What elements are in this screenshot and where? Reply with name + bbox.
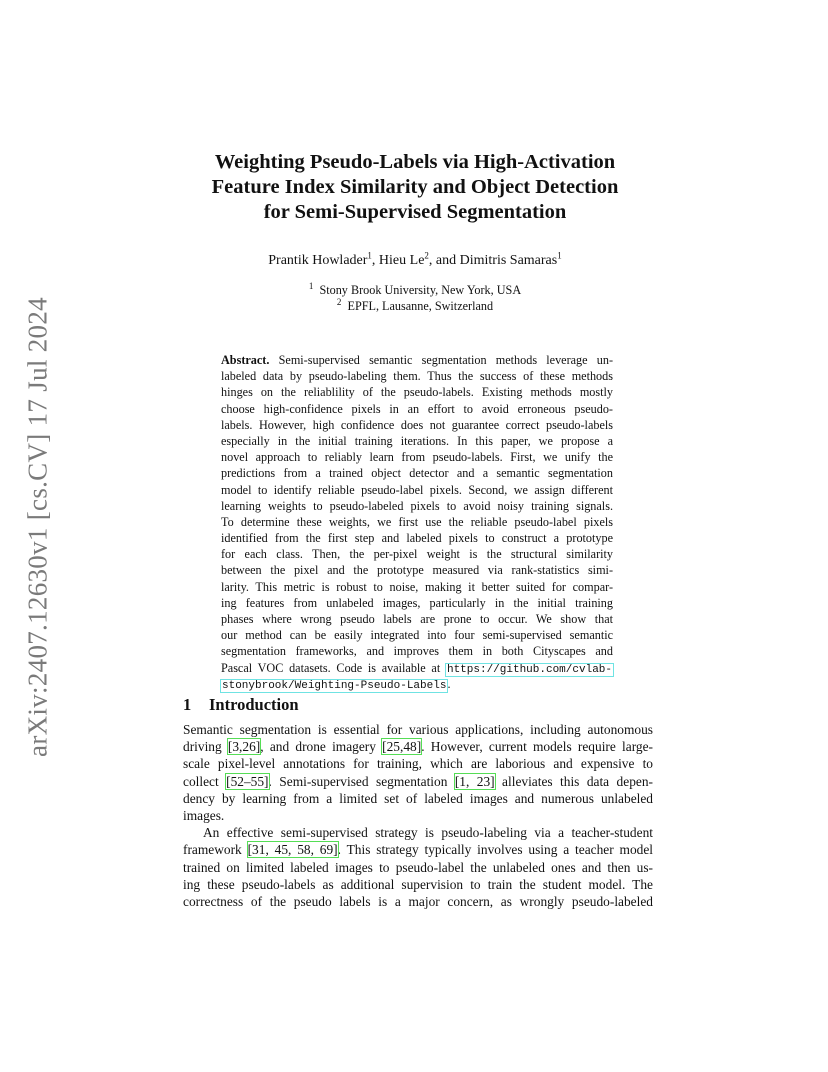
- citation-link[interactable]: [31, 45, 58, 69]: [247, 842, 338, 858]
- author-affiliation-mark: 2: [424, 250, 429, 261]
- citation-link[interactable]: [25,48]: [382, 739, 422, 755]
- body-text: . This strategy typically involves using a teacher model: [337, 842, 653, 858]
- abstract-line: [221, 352, 613, 368]
- affiliation-text: Stony Brook University, New York, USA: [319, 283, 522, 297]
- body-line: [183, 738, 653, 755]
- body-line: trained on limited labeled images to pseudo-label the unlabeled ones and then us-: [183, 859, 653, 875]
- body-text: . However, current models require large-: [421, 739, 654, 755]
- body-line: dency by learning from a limited set of labeled images and numerous unlabeled: [183, 790, 653, 806]
- body-line: [183, 773, 653, 790]
- abstract-line: learning weights to pseudo-labeled pixels to avoid noisy training signals.: [221, 498, 613, 513]
- body-text: driving: [183, 739, 228, 755]
- abstract-text: Pascal VOC datasets. Code is available at: [221, 660, 446, 675]
- arxiv-identifier: arXiv:2407.12630v1 [cs.CV] 17 Jul 2024: [22, 297, 53, 757]
- paper-title: [150, 150, 680, 225]
- author-name: Prantik Howlader: [268, 253, 368, 268]
- citation-link[interactable]: [1, 23]: [454, 773, 495, 789]
- body-line: images.: [183, 807, 225, 823]
- abstract-label: Abstract.: [221, 353, 270, 367]
- title-line: Weighting Pseudo-Labels via High-Activation: [214, 151, 616, 173]
- body-line: scale pixel-level annotations for training, which are laborious and expensive to: [183, 756, 653, 772]
- abstract-line: [221, 660, 613, 676]
- abstract-text: .: [447, 676, 451, 691]
- abstract-line: phases where wrong pseudo labels are prone to occur. We show that: [221, 612, 613, 626]
- author-separator: , and: [428, 253, 460, 268]
- author-name: Hieu Le: [378, 253, 425, 268]
- title-line: Feature Index Similarity and Object Detection: [211, 176, 619, 198]
- affiliation-text: EPFL, Lausanne, Switzerland: [347, 299, 494, 313]
- abstract-line: novel approach to reliably learn from pseudo-labels. First, we unify the: [221, 450, 613, 465]
- author-separator: ,: [371, 253, 379, 268]
- body-line: Semantic segmentation is essential for various applications, including autonomous: [183, 722, 653, 737]
- author-affiliation-mark: 1: [557, 250, 562, 261]
- abstract-line: choose high-confidence pixels in an effort to avoid erroneous pseudo-: [221, 401, 613, 416]
- abstract-text: Semi-supervised semantic segmentation methods leverage un-: [278, 353, 614, 367]
- affiliation-mark: 2: [336, 296, 342, 307]
- abstract-line: labels. However, high confidence does not guarantee correct pseudo-labels: [221, 417, 613, 432]
- author-affiliation-mark: 1: [367, 250, 372, 261]
- body-text: alleviates this data depen-: [494, 773, 653, 789]
- abstract-line: especially in the initial training iterations. In this paper, we propose a: [221, 433, 613, 448]
- abstract-line: between the pixel and the prototype measured via rank-statistics simi-: [221, 563, 613, 578]
- author-list: [150, 250, 680, 269]
- body-text: , and drone imagery: [260, 739, 383, 755]
- affiliation-mark: 1: [308, 280, 314, 291]
- abstract-line: predictions from a trained object detector and a semantic segmentation: [221, 466, 613, 481]
- abstract-line: hinges on the reliablility of the pseudo-labels. Existing methods mostly: [221, 385, 613, 400]
- body-text: collect: [183, 773, 227, 789]
- affiliation-line: [150, 282, 680, 298]
- body-line: ing these pseudo-labels as additional supervision to train the student model. The: [183, 876, 653, 892]
- abstract-line: model to identify reliable pseudo-label pixels. Second, we assign different: [221, 482, 613, 497]
- body-line: correctness of the pseudo labels is a major concern, as wrongly pseudo-labeled: [183, 893, 653, 909]
- code-link[interactable]: https://github.com/cvlab-: [446, 663, 612, 676]
- body-line: An effective semi-supervised strategy is pseudo-labeling via a teacher-student: [203, 825, 653, 841]
- affiliations: [150, 282, 680, 314]
- abstract-line: labeled data by pseudo-labeling them. Thus the success of these methods: [221, 369, 613, 384]
- body-text: framework: [183, 842, 248, 858]
- abstract-line: [221, 676, 613, 692]
- citation-link[interactable]: [3,26]: [227, 739, 261, 755]
- abstract-line: identified from the first step and labeled pixels to construct a prototype: [221, 531, 613, 546]
- arxiv-stamp: [8, 292, 68, 762]
- abstract: [221, 352, 613, 692]
- section-heading: [183, 695, 299, 715]
- body-line: [183, 841, 653, 858]
- citation-link[interactable]: [52–55]: [226, 773, 269, 789]
- abstract-line: larity. This metric is robust to noise, making it better suited for compar-: [221, 579, 613, 594]
- code-link[interactable]: stonybrook/Weighting-Pseudo-Labels: [222, 679, 447, 692]
- section-number: 1: [183, 695, 192, 714]
- section-title: Introduction: [209, 695, 299, 714]
- abstract-line: ing features from unlabeled images, particularly in the initial training: [221, 595, 613, 610]
- abstract-line: our method can be easily integrated into four semi-supervised semantic: [221, 628, 613, 643]
- abstract-line: segmentation frameworks, and improves them in both Cityscapes and: [221, 644, 613, 659]
- affiliation-line: [150, 298, 680, 314]
- title-line: for Semi-Supervised Segmentation: [263, 201, 567, 223]
- abstract-line: for each class. Then, the per-pixel weight is the structural similarity: [221, 547, 613, 562]
- body-text: . Semi-supervised segmentation: [268, 773, 455, 789]
- author-name: Dimitris Samaras: [459, 253, 558, 268]
- abstract-line: To determine these weights, we first use the reliable pseudo-label pixels: [221, 514, 613, 529]
- introduction-body: [183, 721, 653, 910]
